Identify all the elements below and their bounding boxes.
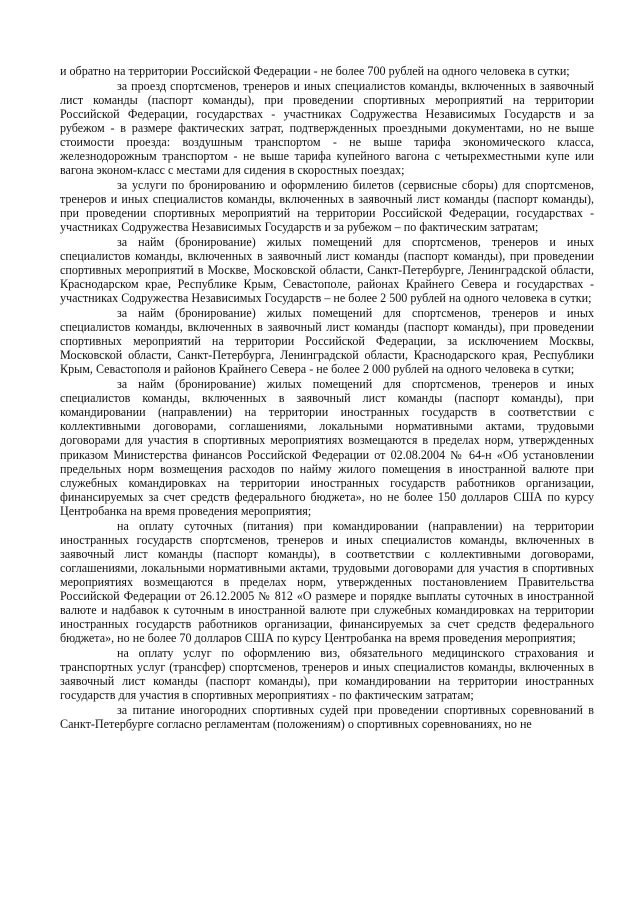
paragraph-4: за найм (бронирование) жилых помещений для спортсменов, тренеров и иных специалистов команды, включенных в заявочный лист команды (паспорт команды), при проведении спортивных мероприятий в Москве, Московской области, Санкт-Петербурге, Ленинградской области, Краснодарском крае, Республике Крым, Севастополе, районах Крайнего Севера и государствах - участниках Содружества Независимых Государств – не более 2 500 рублей на одного человека в сутки;: [60, 234, 594, 306]
paragraph-7: на оплату суточных (питания) при командировании (направлении) на территории иностранных государств спортсменов, тренеров и иных специалистов команды, включенных в заявочный лист команды (паспорт команды), в соответствии с коллективными договорами, соглашениями, локальными нормативными актами, трудовыми договорами для участия в спортивных мероприятиях возмещаются в пределах норм, утвержденных постановлением Правительства Российской Федерации от 26.12.2005 № 812 «О размере и порядке выплаты суточных в иностранной валюте и надбавок к суточным в иностранной валюте при служебных командировках на территории иностранных государств работников организации, финансируемых за счет средств федерального бюджета», но не более 70 долларов США по курсу Центробанка на время проведения мероприятия;: [60, 518, 594, 646]
paragraph-1: и обратно на территории Российской Федерации - не более 700 рублей на одного человека в сутки;: [60, 64, 570, 78]
paragraph-9: за питание иногородних спортивных судей при проведении спортивных соревнований в Санкт-Петербурге согласно регламентам (положениям) о спортивных соревнованиях, но не: [60, 702, 594, 732]
paragraph-5: за найм (бронирование) жилых помещений для спортсменов, тренеров и иных специалистов команды, включенных в заявочный лист команды (паспорт команды), при проведении спортивных мероприятий на территории Российской Федерации, за исключением Москвы, Московской области, Санкт-Петербурга, Ленинградской области, Краснодарского края, Республики Крым, Севастополя и районов Крайнего Севера - не более 2 000 рублей на одного человека в сутки;: [60, 305, 594, 377]
paragraph-6: за найм (бронирование) жилых помещений для спортсменов, тренеров и иных специалистов команды, включенных в заявочный лист команды (паспорт команды), при командировании (направлении) на территории иностранных государств в соответствии с коллективными договорами, соглашениями, локальными нормативными актами, трудовыми договорами для участия в спортивных мероприятиях возмещаются в пределах норм, утвержденных приказом Министерства финансов Российской Федерации от 02.08.2004 № 64-н «Об установлении предельных норм возмещения расходов по найму жилого помещения в иностранной валюте при служебных командировках на территории иностранных государств работников организации, финансируемых за счет средств федерального бюджета», но не более 150 долларов США по курсу Центробанка на время проведения мероприятия;: [60, 377, 594, 518]
paragraph-8: на оплату услуг по оформлению виз, обязательного медицинского страхования и транспортных услуг (трансфер) спортсменов, тренеров и иных специалистов команды, включенных в заявочный лист команды (паспорт команды), при командировании на территории иностранных государств для участия в спортивных мероприятиях - по фактическим затратам;: [60, 646, 594, 703]
paragraph-3: за услуги по бронированию и оформлению билетов (сервисные сборы) для спортсменов, тренеров и иных специалистов команды, включенных в заявочный лист команды (паспорт команды), при проведении спортивных мероприятий на территории Российской Федерации, государствах - участниках Содружества Независимых Государств и за рубежом – по фактическим затратам;: [60, 177, 594, 235]
paragraph-2: за проезд спортсменов, тренеров и иных специалистов команды, включенных в заявочный лист команды (паспорт команды), при проведении спортивных мероприятий на территории Российской Федерации, государствах - участниках Содружества Независимых Государств и за рубежом - в размере фактических затрат, подтвержденных проездными документами, но не выше стоимости проезда: воздушным транспортом - не выше тарифа экономического класса, железнодорожным транспортом - не выше тарифа купейного вагона с четырехместными купе или вагона эконом-класс с местами для сидения в скоростных поездах;: [60, 78, 594, 178]
